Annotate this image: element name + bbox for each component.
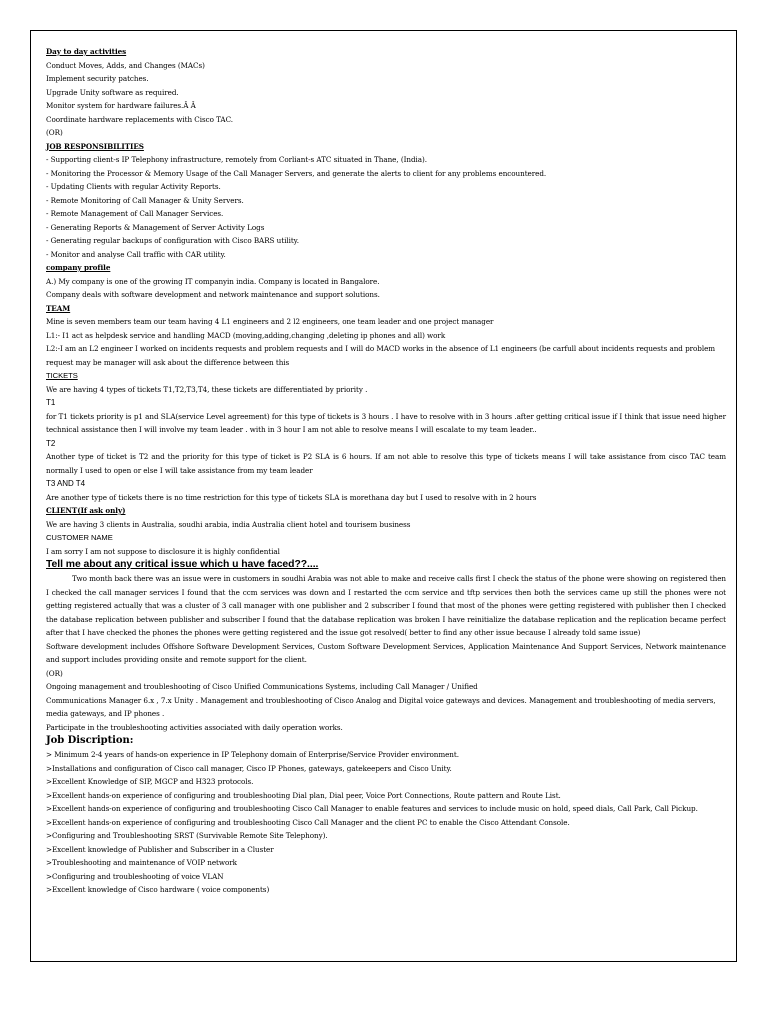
job-responsibility-item: - Monitor and analyse Call traffic with CAR utility. [46, 249, 226, 259]
team-line: L2:-I am an L2 engineer I worked on incidents requests and problem requests and I will do MACD works in the absence of L1 engineers (be carfull about incidents requests and problem request may be manager will ask about the difference between this [46, 344, 716, 367]
job-responsibilities-heading: JOB RESPONSIBILITIES [46, 141, 144, 151]
document-page [30, 30, 737, 962]
t2-text: Another type of ticket is T2 and the priority for this type of ticket is P2 SLA is 6 hours. If am not able to resolve this type of tickets means I will take assistance from cisco TAC team normally I used to open or else I will take assistance from my team leader [46, 452, 726, 475]
job-responsibility-item: - Remote Management of Call Manager Services. [46, 209, 224, 218]
day-to-day-item: Coordinate hardware replacements with Cisco TAC. [46, 114, 234, 124]
company-profile-heading: company profile [46, 263, 111, 272]
day-to-day-item: Conduct Moves, Adds, and Changes (MACs) [46, 60, 205, 70]
day-to-day-item: Upgrade Unity software as required. [46, 87, 179, 97]
ongoing-management-line: Communications Manager 6.x , 7.x Unity . Management and troubleshooting of Cisco Analog and Digital voice gateways and devices. Management and troubleshooting of media servers, media gateways, and IP phones . [46, 695, 716, 718]
or-separator: (OR) [46, 128, 63, 137]
participate-line: Participate in the troubleshooting activities associated with daily operation works. [46, 722, 343, 732]
job-responsibility-item: - Generating Reports & Management of Server Activity Logs [46, 222, 265, 232]
tickets-intro: We are having 4 types of tickets T1,T2,T3,T4, these tickets are differentiated by priority . [46, 384, 368, 394]
job-description-item: >Configuring and troubleshooting of voice VLAN [46, 871, 224, 881]
job-description-heading: Job Discription: [46, 735, 134, 746]
software-development-text: Software development includes Offshore Software Development Services, Custom Software Development Services, Application Maintenance And Support Services, Network maintenance and support includes providing onsite and remote support for the client. [46, 641, 726, 664]
t2-label: T2 [46, 438, 56, 448]
job-description-item: >Excellent knowledge of Cisco hardware ( voice components) [46, 885, 270, 894]
team-line: Mine is seven members team our team having 4 L1 engineers and 2 l2 engineers, one team leader and one project manager [46, 317, 494, 326]
t3-t4-label: T3 AND T4 [46, 479, 85, 488]
client-heading: CLIENT(If ask only) [46, 506, 126, 515]
job-responsibility-item: - Updating Clients with regular Activity Reports. [46, 182, 221, 191]
t1-text: for T1 tickets priority is p1 and SLA(service Level agreement) for this type of tickets is 3 hours . I have to resolve with in 3 hours .after getting critical issue if I think that issue need higher technical assistance then I will involve my team leader . with in 3 hour I am not able to resolve means I will escalate to my team leader.. [46, 411, 726, 434]
tickets-heading: TICKETS [46, 371, 78, 380]
client-line: We are having 3 clients in Australia, soudhi arabia, india Australia client hotel and tourisem business [46, 519, 411, 529]
job-description-item: >Excellent Knowledge of SIP, MGCP and H323 protocols. [46, 777, 254, 786]
team-heading: TEAM [46, 303, 71, 313]
job-responsibility-item: - Generating regular backups of configuration with Cisco BARS utility. [46, 236, 299, 245]
job-description-item: >Excellent hands-on experience of configuring and troubleshooting Cisco Call Manager to enable features and services to include music on hold, speed dials, Call Park, Call Pickup. [46, 804, 698, 813]
job-description-item: > Minimum 2-4 years of hands-on experience in IP Telephony domain of Enterprise/Service Provider environment. [46, 750, 459, 759]
job-description-item: >Configuring and Troubleshooting SRST (Survivable Remote Site Telephony). [46, 831, 328, 840]
t1-label: T1 [46, 398, 56, 407]
job-description-item: >Troubleshooting and maintenance of VOIP network [46, 858, 237, 867]
company-profile-line: Company deals with software development and network maintenance and support solutions. [46, 290, 380, 299]
critical-issue-paragraph: Two month back there was an issue were in customers in soudhi Arabia was not able to make and receive calls first I check the status of the phone were showing on registered then I checked the call manager services I found that the ccm services was down and I restarted the ccm service and tftp services then both the services came up still the phones were not getting registered actually that was a cluster of 3 call manager with one publisher and 2 subscriber I found that most of the phones were getting registered with publisher then I checked the database replication between publisher and subscriber I found that the database replication was broken I have reinitialize the database replication and the replication became perfect after that I have checked the phones the phones were getting registered and the issue got resolved( better to find any other issue because I already told same issue) [46, 574, 726, 637]
or-separator: (OR) [46, 668, 63, 678]
ongoing-management-line: Ongoing management and troubleshooting of Cisco Unified Communications Systems, including Call Manager / Unified [46, 682, 478, 691]
critical-issue-heading: Tell me about any critical issue which u have faced??.... [46, 559, 319, 570]
day-to-day-item: Implement security patches. [46, 74, 149, 83]
day-to-day-item: Monitor system for hardware failures.Â Â [46, 101, 196, 110]
job-description-item: >Excellent knowledge of Publisher and Subscriber in a Cluster [46, 844, 274, 854]
job-description-item: >Excellent hands-on experience of configuring and troubleshooting Cisco Call Manager and the client PC to enable the Cisco Attendant Console. [46, 817, 570, 827]
client-line: I am sorry I am not suppose to disclosure it is highly confidential [46, 546, 280, 556]
document-body [46, 45, 726, 897]
team-line: L1:- I1 act as helpdesk service and handling MACD (moving,adding,changing ,deleting ip phones and all) work [46, 330, 446, 340]
day-to-day-heading: Day to day activities [46, 47, 127, 56]
job-responsibility-item: - Remote Monitoring of Call Manager & Unity Servers. [46, 195, 244, 205]
job-description-item: >Excellent hands-on experience of configuring and troubleshooting Dial plan, Dial peer, Voice Port Connections, Route pattern and Route List. [46, 790, 561, 800]
job-responsibility-item: - Supporting client-s IP Telephony infrastructure, remotely from Corliant-s ATC situated in Thane, (India). [46, 155, 427, 164]
company-profile-line: A.) My company is one of the growing IT companyin india. Company is located in Bangalore. [46, 276, 380, 286]
customer-name-label: CUSTOMER NAME [46, 533, 113, 542]
job-responsibility-item: - Monitoring the Processor & Memory Usage of the Call Manager Servers, and generate the alerts to client for any problems encountered. [46, 168, 547, 178]
t3-t4-text: Are another type of tickets there is no time restriction for this type of tickets SLA is morethana day but I used to resolve with in 2 hours [46, 492, 537, 502]
job-description-item: >Installations and configuration of Cisco call manager, Cisco IP Phones, gateways, gatekeepers and Cisco Unity. [46, 763, 452, 773]
